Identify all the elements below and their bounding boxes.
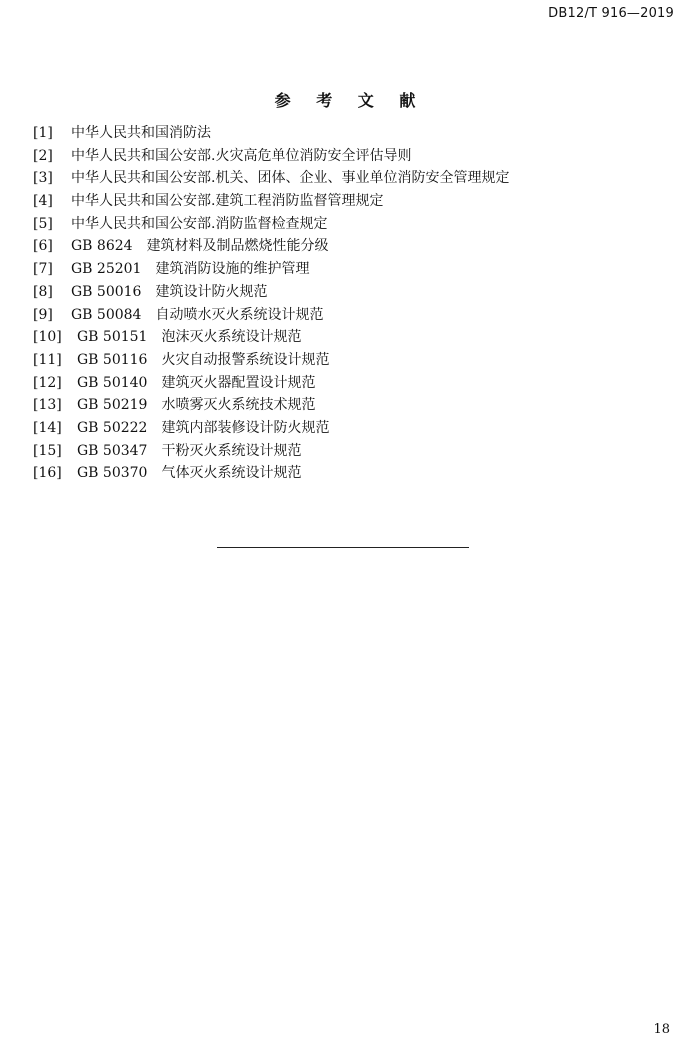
reference-text: 中华人民共和国消防法 — [71, 125, 211, 141]
reference-number: [11] — [33, 351, 62, 368]
reference-item — [33, 145, 509, 168]
reference-text: 建筑设计防火规范 — [155, 283, 268, 300]
reference-number: [14] — [33, 419, 62, 436]
reference-item — [33, 326, 509, 349]
reference-text: 干粉灭火系统设计规范 — [161, 442, 302, 459]
reference-standard-code: GB 50219 — [77, 397, 148, 414]
reference-item — [33, 235, 509, 258]
reference-text: 建筑灭火器配置设计规范 — [161, 374, 316, 391]
standard-code: DB12/T 916—2019 — [548, 6, 674, 21]
end-divider — [217, 547, 469, 548]
reference-number: [12] — [33, 374, 62, 391]
reference-number: [6] — [33, 238, 53, 255]
reference-number: [8] — [33, 283, 53, 300]
reference-standard-code: GB 50151 — [77, 329, 148, 346]
reference-list — [33, 122, 509, 485]
reference-item — [33, 372, 509, 395]
reference-text: 气体灭火系统设计规范 — [161, 465, 302, 482]
reference-number: [10] — [33, 329, 62, 346]
reference-text: 水喷雾灭火系统技术规范 — [161, 397, 316, 414]
reference-text: 中华人民共和国公安部.建筑工程消防监督管理规定 — [71, 193, 384, 210]
reference-standard-code: GB 50084 — [71, 306, 142, 323]
reference-text: 建筑材料及制品燃烧性能分级 — [146, 238, 329, 255]
reference-standard-code: GB 50370 — [77, 465, 148, 482]
reference-number: [15] — [33, 442, 62, 459]
reference-item — [33, 417, 509, 440]
reference-item — [33, 122, 509, 145]
reference-item — [33, 462, 509, 485]
reference-item — [33, 213, 509, 236]
reference-standard-code: GB 8624 — [71, 238, 133, 255]
reference-number: [4] — [33, 193, 53, 210]
page-number: 18 — [653, 1022, 670, 1037]
reference-number: [1] — [33, 125, 53, 141]
reference-text: 自动喷水灭火系统设计规范 — [155, 306, 324, 323]
reference-item — [33, 394, 509, 417]
reference-number: [13] — [33, 397, 62, 414]
reference-item — [33, 167, 509, 190]
reference-standard-code: GB 50016 — [71, 283, 142, 300]
reference-number: [2] — [33, 147, 53, 164]
reference-item — [33, 190, 509, 213]
reference-item — [33, 304, 509, 327]
reference-standard-code: GB 50140 — [77, 374, 148, 391]
page-title: 参 考 文 献 — [274, 91, 426, 110]
reference-number: [3] — [33, 170, 53, 187]
reference-text: 中华人民共和国公安部.消防监督检查规定 — [71, 215, 328, 232]
reference-item — [33, 349, 509, 372]
reference-item — [33, 258, 509, 281]
reference-number: [16] — [33, 465, 62, 482]
reference-standard-code: GB 50116 — [77, 351, 148, 368]
reference-number: [7] — [33, 261, 53, 278]
reference-number: [9] — [33, 306, 53, 323]
reference-standard-code: GB 50222 — [77, 419, 148, 436]
reference-number: [5] — [33, 215, 53, 232]
reference-standard-code: GB 25201 — [71, 261, 142, 278]
reference-text: 泡沫灭火系统设计规范 — [161, 329, 302, 346]
reference-text: 中华人民共和国公安部.火灾高危单位消防安全评估导则 — [71, 147, 412, 164]
reference-item — [33, 440, 509, 463]
reference-text: 中华人民共和国公安部.机关、团体、企业、事业单位消防安全管理规定 — [71, 170, 510, 187]
reference-standard-code: GB 50347 — [77, 442, 148, 459]
reference-item — [33, 281, 509, 304]
reference-text: 建筑内部装修设计防火规范 — [161, 419, 330, 436]
reference-text: 建筑消防设施的维护管理 — [155, 261, 310, 278]
reference-text: 火灾自动报警系统设计规范 — [161, 351, 330, 368]
